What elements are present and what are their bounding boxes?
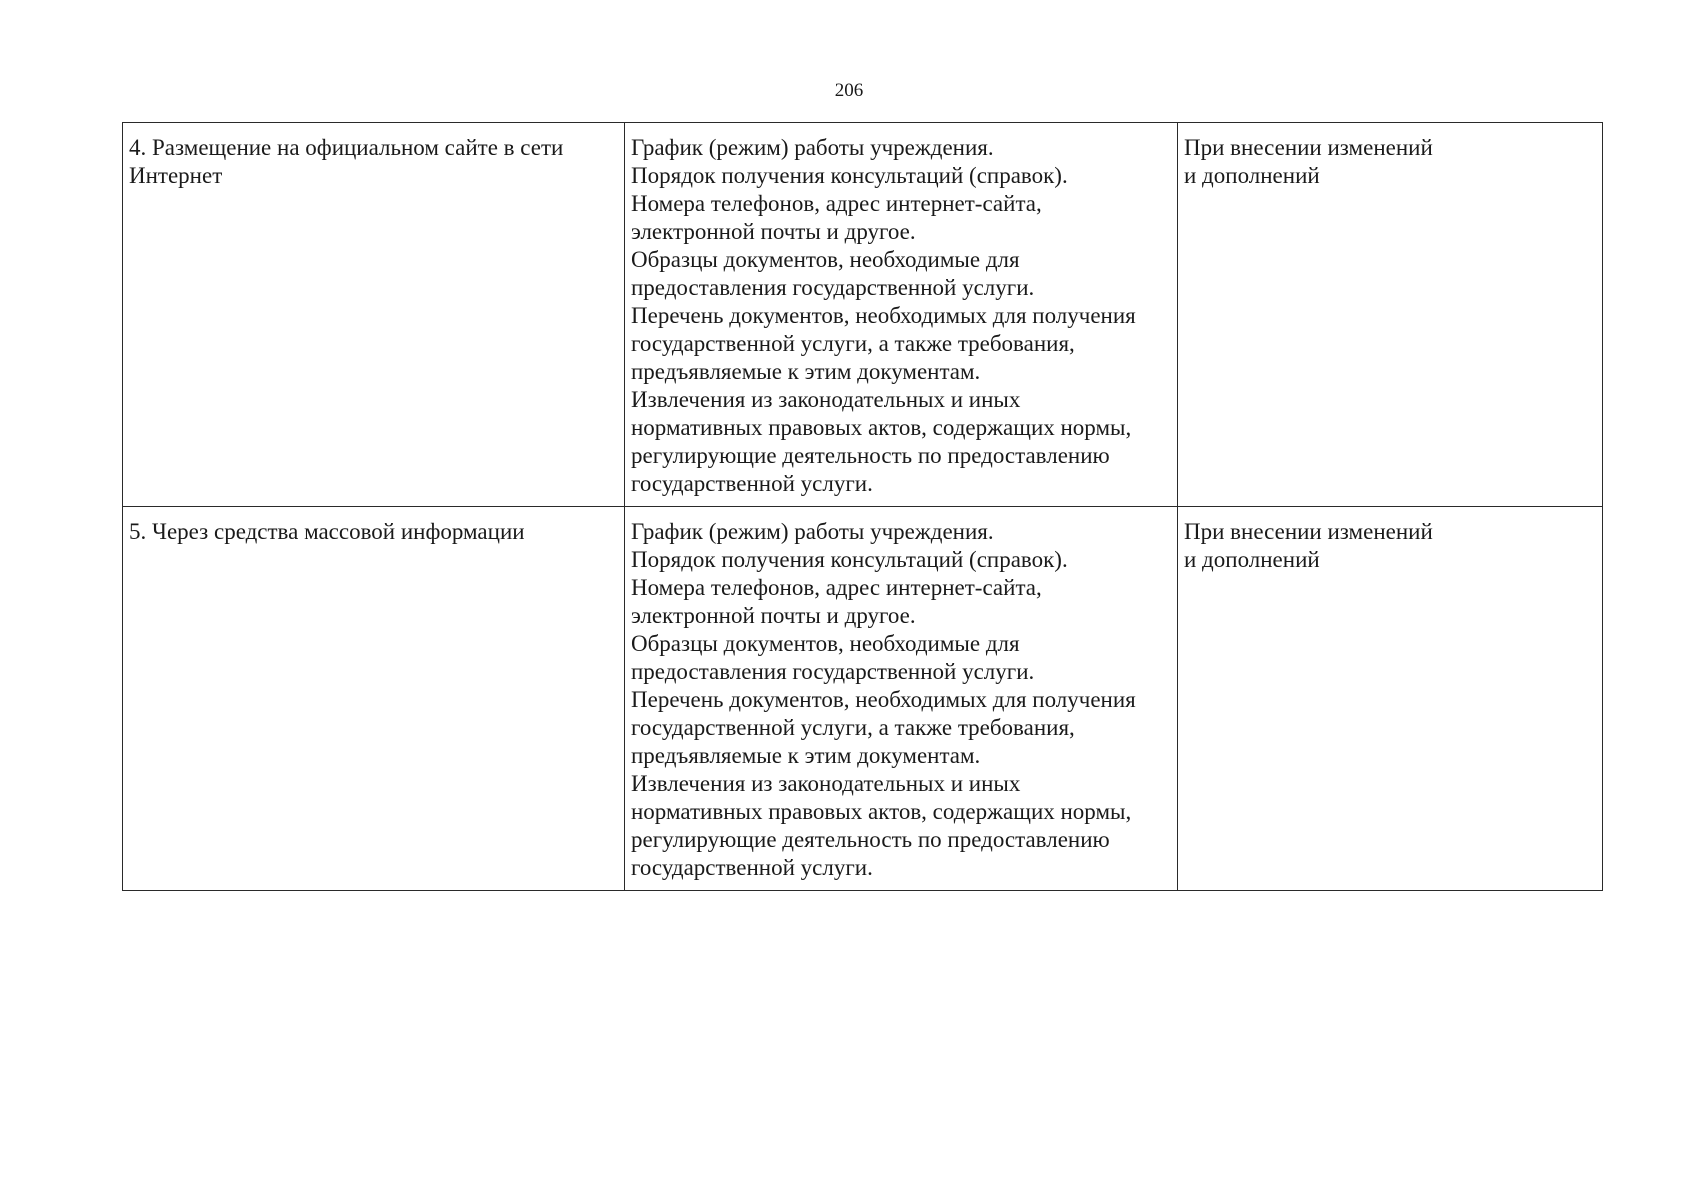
content-line: электронной почты и другое. [631, 219, 916, 244]
method-line: 4. Размещение на официальном сайте в сети [129, 135, 564, 160]
method-line: Интернет [129, 163, 223, 188]
content-line: регулирующие деятельность по предоставлению [631, 443, 1110, 468]
content-line: государственной услуги, а также требования, [631, 331, 1075, 356]
content-line: Перечень документов, необходимых для получения [631, 303, 1136, 328]
frequency-line: и дополнений [1184, 547, 1320, 572]
content-line: предоставления государственной услуги. [631, 275, 1035, 300]
method-cell [123, 123, 625, 507]
content-line: Номера телефонов, адрес интернет-сайта, [631, 575, 1042, 600]
frequency-cell [1178, 123, 1603, 507]
table-row [123, 507, 1603, 891]
content-line: предъявляемые к этим документам. [631, 359, 981, 384]
frequency-cell [1178, 507, 1603, 891]
table-body [123, 123, 1603, 891]
frequency-line: и дополнений [1184, 163, 1320, 188]
content-line: Образцы документов, необходимые для [631, 631, 1020, 656]
information-table [122, 122, 1603, 891]
content-line: Перечень документов, необходимых для получения [631, 687, 1136, 712]
content-line: График (режим) работы учреждения. [631, 135, 994, 160]
content-line: Порядок получения консультаций (справок). [631, 163, 1068, 188]
frequency-line: При внесении изменений [1184, 519, 1433, 544]
content-line: Порядок получения консультаций (справок). [631, 547, 1068, 572]
content-line: предоставления государственной услуги. [631, 659, 1035, 684]
frequency-line: При внесении изменений [1184, 135, 1433, 160]
content-line: нормативных правовых актов, содержащих нормы, [631, 799, 1132, 824]
content-cell [625, 123, 1178, 507]
content-line: государственной услуги. [631, 855, 873, 880]
method-cell [123, 507, 625, 891]
content-line: Извлечения из законодательных и иных [631, 387, 1021, 412]
page-number: 206 [834, 80, 864, 101]
content-line: Извлечения из законодательных и иных [631, 771, 1021, 796]
content-line: электронной почты и другое. [631, 603, 916, 628]
content-line: нормативных правовых актов, содержащих нормы, [631, 415, 1132, 440]
content-cell [625, 507, 1178, 891]
content-line: предъявляемые к этим документам. [631, 743, 981, 768]
table-row [123, 123, 1603, 507]
content-line: Номера телефонов, адрес интернет-сайта, [631, 191, 1042, 216]
content-line: государственной услуги. [631, 471, 873, 496]
method-line: 5. Через средства массовой информации [129, 519, 525, 544]
content-line: Образцы документов, необходимые для [631, 247, 1020, 272]
content-line: регулирующие деятельность по предоставлению [631, 827, 1110, 852]
content-line: График (режим) работы учреждения. [631, 519, 994, 544]
content-line: государственной услуги, а также требования, [631, 715, 1075, 740]
